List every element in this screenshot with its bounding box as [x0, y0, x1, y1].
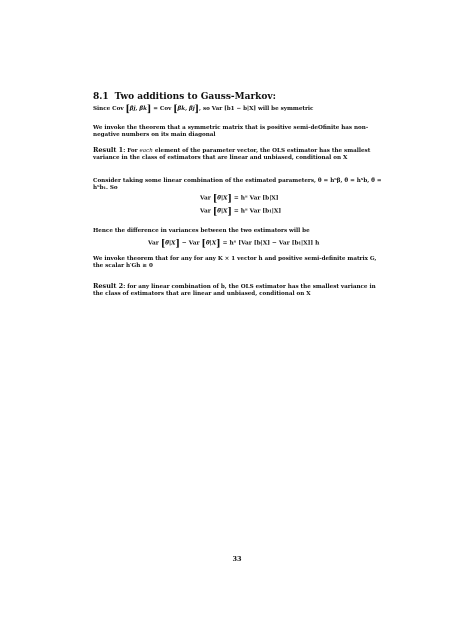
eq3-arg-b: θ̂|X: [205, 240, 217, 247]
paragraph-hence: Hence the difference in variances between the two estimators will be: [93, 228, 310, 234]
cov-args-1: β̂j, β̃k: [129, 106, 148, 112]
eq3-var-a: Var: [148, 240, 159, 247]
result-2-label: Result 2: [93, 282, 124, 290]
eq3-rhs: = hᵀ [Var [b|X] − Var [b₁|X]] h: [222, 240, 320, 247]
result-1-label: Result 1: [93, 146, 124, 154]
eq1-rhs: = hᵀ Var [b|X]: [233, 195, 279, 202]
section-heading: [93, 92, 276, 102]
eq1-var: Var: [200, 195, 211, 202]
result-2-text: : for any linear combination of b, the OLS estimator has the smallest variance in the class of estimators that are linear and unbiased, conditional on X: [93, 284, 376, 298]
eq3-arg-a: θ̃|X: [165, 240, 176, 247]
result-1: [93, 147, 383, 163]
eq1-arg: θ̂|X: [217, 195, 228, 202]
result-1-pre: : For: [123, 148, 140, 154]
since-lead: Since Cov: [93, 106, 124, 112]
page-number: 33: [232, 555, 242, 563]
eq2-arg: θ̃|X: [217, 208, 228, 215]
eq3-minus: − Var: [181, 240, 200, 247]
equation-var-theta-tilde: Var [θ̃|X] = hᵀ Var [b₁|X]: [200, 207, 282, 217]
cov-args-2: β̂k, β̃j: [177, 106, 195, 112]
result-1-text: element of the parameter vector, the OLS estimator has the smallest variance in the class of estimators that are linear and unbiased, conditional on X: [93, 148, 371, 162]
section-title: Two additions to Gauss-Markov:: [114, 92, 276, 102]
result-2: [93, 283, 383, 299]
eq2-rhs: = hᵀ Var [b₁|X]: [233, 208, 282, 215]
since-line: Since Cov [β̂j, β̃k] = Cov [β̂k, β̃j], so Var [b1 − b|X] will be symmetric: [93, 104, 314, 115]
result-1-emphasis: each: [139, 148, 153, 154]
paragraph-invoke-theorem: We invoke the theorem that a symmetric matrix that is positive semi-deOfinite has non-negative numbers on its main diagonal: [93, 125, 369, 139]
equation-var-theta-hat: Var [θ̂|X] = hᵀ Var [b|X]: [200, 194, 279, 204]
since-middle: = Cov: [153, 106, 172, 112]
paragraph-invoke-theorem-2: We invoke theorem that for any for any K × 1 vector h and positive semi-definite matrix G, the scalar h′Gh ≥ 0: [93, 256, 377, 270]
eq2-var: Var: [200, 208, 211, 215]
equation-variance-difference: Var [θ̃|X] − Var [θ̂|X] = hᵀ [Var [b|X] − Var [b₁|X]] h: [148, 239, 320, 249]
section-number: 8.1: [93, 92, 109, 102]
since-trail: , so Var [b1 − b|X] will be symmetric: [199, 106, 314, 112]
paragraph-consider: Consider taking some linear combination of the estimated parameters, θ = hᵀβ, θ̂ = hᵀb, θ̃ = hᵀb₁. So: [93, 178, 382, 192]
